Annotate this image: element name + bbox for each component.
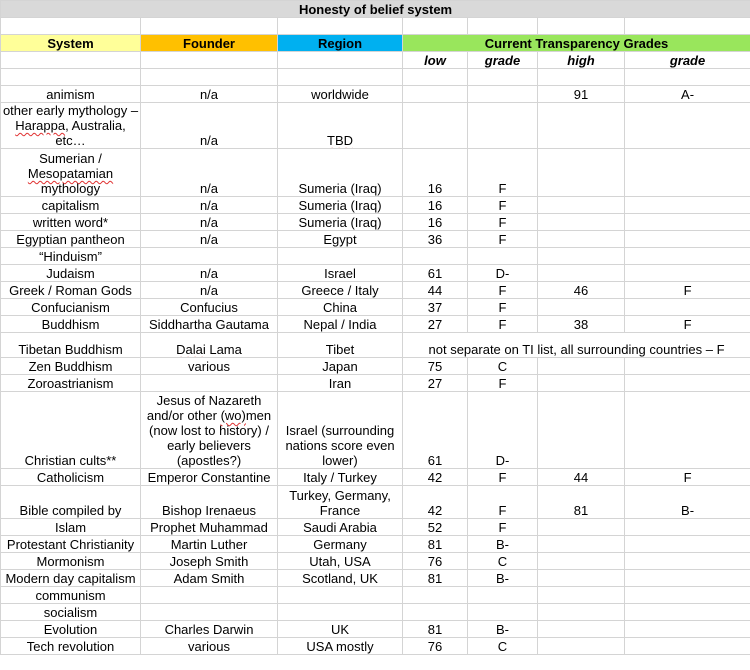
cell-grade1[interactable]: B-: [468, 570, 538, 587]
cell-system[interactable]: capitalism: [1, 197, 141, 214]
subheader-grade-2[interactable]: grade: [625, 52, 750, 69]
cell-founder[interactable]: Joseph Smith: [141, 553, 278, 570]
cell-grade2[interactable]: [625, 604, 750, 621]
cell-grade2[interactable]: [625, 299, 750, 316]
cell-region[interactable]: Iran: [278, 375, 403, 392]
header-row: [1, 35, 750, 52]
table-row: [1, 299, 750, 316]
cell-grade2[interactable]: [625, 149, 750, 197]
table-row: [1, 536, 750, 553]
spellcheck-word: Harappa: [15, 118, 66, 133]
cell-founder[interactable]: [141, 587, 278, 604]
cell-system[interactable]: Zen Buddhism: [1, 358, 141, 375]
cell-high[interactable]: [538, 299, 625, 316]
cell-founder[interactable]: n/a: [141, 103, 278, 149]
cell[interactable]: [403, 69, 468, 86]
cell-system[interactable]: Greek / Roman Gods: [1, 282, 141, 299]
table-row: [1, 316, 750, 333]
cell-low[interactable]: [403, 86, 468, 103]
cell-grade2[interactable]: [625, 265, 750, 282]
spellcheck-word: Mesopatamian: [27, 166, 114, 181]
cell-grade1[interactable]: C: [468, 553, 538, 570]
cell-low[interactable]: 75: [403, 358, 468, 375]
cell-high[interactable]: [538, 149, 625, 197]
cell-high[interactable]: 46: [538, 282, 625, 299]
cell[interactable]: [278, 52, 403, 69]
sheet-title[interactable]: Honesty of belief system: [1, 1, 750, 18]
cell-region[interactable]: Japan: [278, 358, 403, 375]
blank-row: [1, 69, 750, 86]
table-row: [1, 333, 750, 358]
cell[interactable]: [468, 69, 538, 86]
header-system[interactable]: System: [1, 35, 141, 52]
cell-grade2[interactable]: B-: [625, 486, 750, 519]
cell-grade1[interactable]: F: [468, 149, 538, 197]
cell[interactable]: [538, 69, 625, 86]
cell-low[interactable]: 76: [403, 553, 468, 570]
cell-grade2[interactable]: [625, 248, 750, 265]
cell-grade2[interactable]: [625, 197, 750, 214]
cell-founder[interactable]: various: [141, 358, 278, 375]
cell-high[interactable]: [538, 519, 625, 536]
cell-grade2[interactable]: [625, 587, 750, 604]
cell-grade2[interactable]: [625, 536, 750, 553]
cell-grade1[interactable]: [468, 103, 538, 149]
cell[interactable]: [1, 18, 141, 35]
cell-founder[interactable]: various: [141, 638, 278, 655]
header-region[interactable]: Region: [278, 35, 403, 52]
cell-founder[interactable]: Adam Smith: [141, 570, 278, 587]
table-row: [1, 570, 750, 587]
cell-founder[interactable]: n/a: [141, 265, 278, 282]
cell-high[interactable]: [538, 197, 625, 214]
cell-region[interactable]: Egypt: [278, 231, 403, 248]
cell[interactable]: [1, 52, 141, 69]
cell-grade2[interactable]: [625, 621, 750, 638]
cell-founder[interactable]: [141, 375, 278, 392]
cell-low[interactable]: [403, 248, 468, 265]
cell-high[interactable]: [538, 570, 625, 587]
cell-grade1[interactable]: F: [468, 316, 538, 333]
cell-grade1[interactable]: C: [468, 358, 538, 375]
cell-high[interactable]: [538, 604, 625, 621]
cell-system[interactable]: Judaism: [1, 265, 141, 282]
cell-grade1[interactable]: C: [468, 638, 538, 655]
table-row: [1, 604, 750, 621]
table-row: [1, 103, 750, 149]
table-row: [1, 392, 750, 469]
table-row: [1, 621, 750, 638]
blank-row: [1, 18, 750, 35]
cell-grade2[interactable]: F: [625, 469, 750, 486]
cell-system[interactable]: communism: [1, 587, 141, 604]
cell[interactable]: [141, 18, 278, 35]
cell-founder[interactable]: Siddhartha Gautama: [141, 316, 278, 333]
cell[interactable]: [278, 69, 403, 86]
cell[interactable]: [625, 18, 750, 35]
cell-high[interactable]: [538, 248, 625, 265]
cell-low[interactable]: 27: [403, 375, 468, 392]
cell-grade1[interactable]: D-: [468, 392, 538, 469]
table-row: [1, 149, 750, 197]
cell-low[interactable]: 81: [403, 536, 468, 553]
cell-high[interactable]: [538, 553, 625, 570]
cell-grade2[interactable]: F: [625, 316, 750, 333]
cell-grade1[interactable]: [468, 587, 538, 604]
cell-high[interactable]: [538, 638, 625, 655]
cell-region[interactable]: Tibet: [278, 333, 403, 358]
cell-system[interactable]: animism: [1, 86, 141, 103]
cell-system[interactable]: Mormonism: [1, 553, 141, 570]
cell[interactable]: [278, 18, 403, 35]
cell-low[interactable]: 42: [403, 469, 468, 486]
cell-low[interactable]: [403, 103, 468, 149]
cell-region[interactable]: Turkey, Germany, France: [278, 486, 403, 519]
cell-grade1[interactable]: F: [468, 375, 538, 392]
cell-system[interactable]: “Hinduism”: [1, 248, 141, 265]
cell-founder[interactable]: Bishop Irenaeus: [141, 486, 278, 519]
cell-high[interactable]: 44: [538, 469, 625, 486]
cell-grade1[interactable]: B-: [468, 536, 538, 553]
cell-low[interactable]: 16: [403, 149, 468, 197]
cell-grade1[interactable]: F: [468, 486, 538, 519]
table-row: [1, 214, 750, 231]
cell-grade1[interactable]: [468, 604, 538, 621]
table-row: [1, 197, 750, 214]
cell-high[interactable]: [538, 265, 625, 282]
cell-grade2[interactable]: F: [625, 282, 750, 299]
table-row: [1, 86, 750, 103]
cell-region[interactable]: worldwide: [278, 86, 403, 103]
table-row: [1, 248, 750, 265]
cell-grade2[interactable]: [625, 103, 750, 149]
cell-system[interactable]: Modern day capitalism: [1, 570, 141, 587]
cell-grade1[interactable]: F: [468, 519, 538, 536]
cell-grade2[interactable]: [625, 214, 750, 231]
cell-low[interactable]: 42: [403, 486, 468, 519]
cell-founder[interactable]: Martin Luther: [141, 536, 278, 553]
cell-grade1[interactable]: [468, 86, 538, 103]
header-founder[interactable]: Founder: [141, 35, 278, 52]
cell-system[interactable]: Sumerian / Mesopatamian mythology: [1, 149, 141, 197]
cell-founder[interactable]: [141, 604, 278, 621]
cell-region[interactable]: Sumeria (Iraq): [278, 214, 403, 231]
table-row: [1, 519, 750, 536]
cell-founder[interactable]: n/a: [141, 282, 278, 299]
subheader-high[interactable]: high: [538, 52, 625, 69]
title-row: [1, 1, 750, 18]
cell[interactable]: [468, 18, 538, 35]
cell-high[interactable]: [538, 621, 625, 638]
cell-region[interactable]: Sumeria (Iraq): [278, 197, 403, 214]
cell-low[interactable]: 27: [403, 316, 468, 333]
cell-system[interactable]: Tech revolution: [1, 638, 141, 655]
cell-grade2[interactable]: [625, 358, 750, 375]
table-row: [1, 265, 750, 282]
cell-system[interactable]: Egyptian pantheon: [1, 231, 141, 248]
cell-low[interactable]: 61: [403, 265, 468, 282]
cell[interactable]: [141, 69, 278, 86]
cell-founder[interactable]: n/a: [141, 197, 278, 214]
cell-high[interactable]: [538, 587, 625, 604]
table-row: [1, 587, 750, 604]
cell-low[interactable]: 44: [403, 282, 468, 299]
cell-region[interactable]: Israel (surrounding nations score even lower): [278, 392, 403, 469]
cell-low[interactable]: 16: [403, 214, 468, 231]
cell-system[interactable]: Islam: [1, 519, 141, 536]
cell-high[interactable]: [538, 214, 625, 231]
cell[interactable]: [538, 18, 625, 35]
cell-region[interactable]: Scotland, UK: [278, 570, 403, 587]
cell-high[interactable]: [538, 392, 625, 469]
cell-grade2[interactable]: [625, 638, 750, 655]
cell-low[interactable]: 16: [403, 197, 468, 214]
cell-high[interactable]: [538, 231, 625, 248]
cell-founder[interactable]: Prophet Muhammad: [141, 519, 278, 536]
cell-founder[interactable]: [141, 248, 278, 265]
cell-high[interactable]: [538, 375, 625, 392]
cell-region[interactable]: Israel: [278, 265, 403, 282]
cell-system[interactable]: Tibetan Buddhism: [1, 333, 141, 358]
cell-low[interactable]: 36: [403, 231, 468, 248]
cell-region[interactable]: [278, 248, 403, 265]
cell-founder[interactable]: Emperor Constantine: [141, 469, 278, 486]
cell-high[interactable]: [538, 536, 625, 553]
cell-system[interactable]: other early mythology – Harappa, Australia, etc…: [1, 103, 141, 149]
cell-grade1[interactable]: F: [468, 282, 538, 299]
cell-system[interactable]: Bible compiled by: [1, 486, 141, 519]
table-row: [1, 553, 750, 570]
cell-region[interactable]: [278, 604, 403, 621]
cell-region[interactable]: Germany: [278, 536, 403, 553]
cell-low[interactable]: 52: [403, 519, 468, 536]
cell-high[interactable]: 81: [538, 486, 625, 519]
subheader-low[interactable]: low: [403, 52, 468, 69]
header-grades[interactable]: Current Transparency Grades: [403, 35, 750, 52]
subheader-grade[interactable]: grade: [468, 52, 538, 69]
table-row: [1, 375, 750, 392]
cell-grade2[interactable]: A-: [625, 86, 750, 103]
cell-founder[interactable]: n/a: [141, 231, 278, 248]
subheader-row: [1, 52, 750, 69]
spellcheck-word: (wo): [220, 408, 246, 423]
cell-low[interactable]: 81: [403, 621, 468, 638]
table-row: [1, 469, 750, 486]
cell-low[interactable]: [403, 587, 468, 604]
cell-region[interactable]: Sumeria (Iraq): [278, 149, 403, 197]
cell[interactable]: [1, 69, 141, 86]
cell-low[interactable]: 61: [403, 392, 468, 469]
cell-region[interactable]: Saudi Arabia: [278, 519, 403, 536]
cell-grade1[interactable]: B-: [468, 621, 538, 638]
cell-high[interactable]: [538, 103, 625, 149]
cell-grade1[interactable]: F: [468, 469, 538, 486]
cell-grade2[interactable]: [625, 553, 750, 570]
cell-region[interactable]: Utah, USA: [278, 553, 403, 570]
cell-note[interactable]: not separate on TI list, all surrounding countries – F: [403, 333, 750, 358]
cell-high[interactable]: 38: [538, 316, 625, 333]
cell-grade2[interactable]: [625, 519, 750, 536]
cell-system[interactable]: Protestant Christianity: [1, 536, 141, 553]
cell-high[interactable]: 91: [538, 86, 625, 103]
cell-region[interactable]: Italy / Turkey: [278, 469, 403, 486]
cell-region[interactable]: TBD: [278, 103, 403, 149]
cell-system[interactable]: written word*: [1, 214, 141, 231]
cell[interactable]: [403, 18, 468, 35]
cell-grade1[interactable]: D-: [468, 265, 538, 282]
cell-region[interactable]: UK: [278, 621, 403, 638]
cell-region[interactable]: China: [278, 299, 403, 316]
cell-region[interactable]: USA mostly: [278, 638, 403, 655]
table-row: [1, 231, 750, 248]
cell-grade1[interactable]: F: [468, 197, 538, 214]
spellcheck-word: Dalai: [176, 342, 206, 357]
cell-high[interactable]: [538, 358, 625, 375]
spellcheck-word: Irenaeus: [205, 503, 256, 518]
cell-founder[interactable]: Jesus of Nazareth and/or other (wo)men (now lost to history) / early believers (apostles?): [141, 392, 278, 469]
cell-founder[interactable]: n/a: [141, 86, 278, 103]
cell-founder[interactable]: Dalai Lama: [141, 333, 278, 358]
cell-grade1[interactable]: [468, 248, 538, 265]
cell-grade1[interactable]: F: [468, 231, 538, 248]
cell-low[interactable]: 37: [403, 299, 468, 316]
cell-grade2[interactable]: [625, 231, 750, 248]
table-row: [1, 282, 750, 299]
cell-founder[interactable]: Charles Darwin: [141, 621, 278, 638]
cell-grade1[interactable]: F: [468, 214, 538, 231]
table-row: [1, 638, 750, 655]
cell-system[interactable]: socialism: [1, 604, 141, 621]
cell-system[interactable]: Zoroastrianism: [1, 375, 141, 392]
cell-founder[interactable]: Confucius: [141, 299, 278, 316]
cell-region[interactable]: Greece / Italy: [278, 282, 403, 299]
cell-grade2[interactable]: [625, 375, 750, 392]
cell-region[interactable]: [278, 587, 403, 604]
cell[interactable]: [141, 52, 278, 69]
cell-system[interactable]: Buddhism: [1, 316, 141, 333]
cell-system[interactable]: Catholicism: [1, 469, 141, 486]
cell-low[interactable]: 76: [403, 638, 468, 655]
cell-low[interactable]: [403, 604, 468, 621]
cell-region[interactable]: Nepal / India: [278, 316, 403, 333]
table-row: [1, 358, 750, 375]
table-row: [1, 486, 750, 519]
cell-grade2[interactable]: [625, 570, 750, 587]
cell-grade2[interactable]: [625, 392, 750, 469]
cell-system[interactable]: Christian cults**: [1, 392, 141, 469]
cell-low[interactable]: 81: [403, 570, 468, 587]
cell-founder[interactable]: n/a: [141, 214, 278, 231]
cell-founder[interactable]: n/a: [141, 149, 278, 197]
cell-system[interactable]: Evolution: [1, 621, 141, 638]
cell-grade1[interactable]: F: [468, 299, 538, 316]
cell-system[interactable]: Confucianism: [1, 299, 141, 316]
cell[interactable]: [625, 69, 750, 86]
